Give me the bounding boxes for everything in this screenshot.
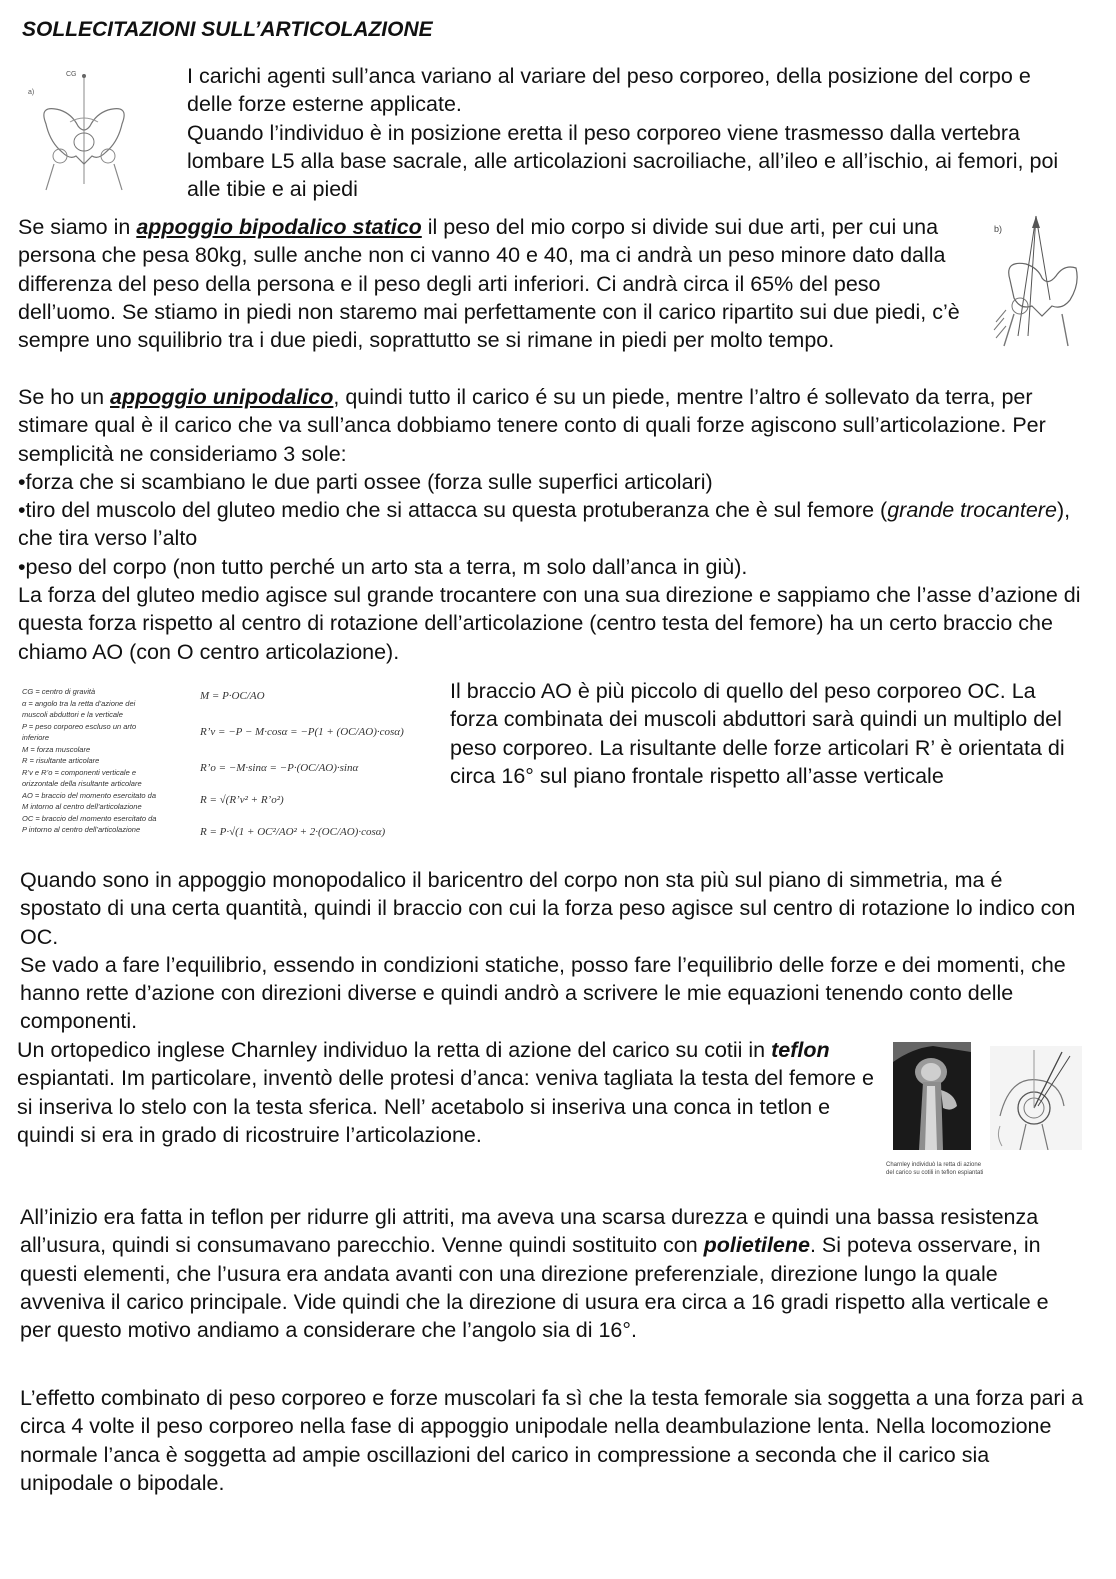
legend-line: AO = braccio del momento esercitato da bbox=[22, 790, 157, 800]
legend-line: orizzontale della risultante articolare bbox=[22, 779, 142, 788]
hip-wear-diagram bbox=[990, 1046, 1082, 1150]
monopodal-text-2: Se vado a fare l’equilibrio, essendo in condizioni statiche, posso fare l’equilibrio delle forze e dei momenti, che hanno rette d’azione con direzioni diverse e quindi andrò a scrivere le mie equazioni tenendo conto delle componenti. bbox=[20, 952, 1066, 1034]
equation: R’o = −M·sinα = −P·(OC/AO)·sinα bbox=[200, 762, 359, 774]
equation: R’v = −P − M·cosα = −P(1 + (OC/AO)·cosα) bbox=[200, 726, 404, 738]
cg-label: CG bbox=[66, 71, 77, 78]
intro-paragraph bbox=[187, 62, 1077, 203]
unipodal-text-before: Se ho un bbox=[18, 385, 111, 409]
polietilene-term: polietilene bbox=[703, 1233, 810, 1258]
gluteus-text: La forza del gluteo medio agisce sul grande trocantere con una sua direzione e sappiamo che l’asse d’azione di questa forza rispetto al centro di rotazione dell’articolazione (centro testa del femore) ha un certo braccio che chiamo AO (con O centro articolazione). bbox=[18, 583, 1081, 664]
page-title: SOLLECITAZIONI SULL’ARTICOLAZIONE bbox=[22, 18, 433, 41]
unipodal-term: appoggio unipodalico bbox=[110, 385, 334, 409]
charnley-paragraph bbox=[17, 1036, 875, 1149]
intro-text-1: I carichi agenti sull’anca variano al variare del peso corporeo, della posizione del corpo e delle forze esterne applicate. bbox=[187, 64, 1031, 117]
bipodal-term: appoggio bipodalico statico bbox=[136, 215, 422, 239]
bipodal-paragraph bbox=[18, 213, 980, 354]
bullet-forza-superfici: •forza che si scambiano le due parti ossee (forza sulle superfici articolari) bbox=[18, 469, 713, 494]
grande-trocantere-term: grande trocantere bbox=[887, 498, 1057, 523]
combined-paragraph: L’effetto combinato di peso corporeo e forze muscolari fa sì che la testa femorale sia soggetta a una forza pari a circa 4 volte il peso corporeo nella fase di appoggio unipodale nella deambulazione lenta. Nella locomozione normale l’anca è soggetta ad ampie oscillazioni del carico in compressione a seconda che il carico sia unipodale o bipodale. bbox=[20, 1386, 1084, 1495]
pelvis-force-figure bbox=[990, 210, 1082, 350]
legend-line: M = forza muscolare bbox=[22, 744, 91, 754]
wear-paragraph bbox=[20, 1203, 1084, 1344]
wear-text-before: All’inizio era fatta in teflon per ridurre gli attriti, ma aveva una scarsa durezza e quindi una bassa resistenza all’usura, quindi si consumavano parecchio. Venne quindi sostituito con bbox=[20, 1205, 1039, 1258]
legend-line: α = angolo tra la retta d’azione dei bbox=[22, 698, 136, 708]
bipodal-text-before: Se siamo in bbox=[18, 215, 137, 239]
xray-figure bbox=[893, 1042, 971, 1150]
monopodal-paragraph bbox=[20, 866, 1084, 1036]
equation: R = P·√(1 + OC²/AO² + 2·(OC/AO)·cosα) bbox=[200, 826, 386, 838]
intro-text-2: Quando l’individuo è in posizione eretta il peso corporeo viene trasmesso dalla vertebra lombare L5 alla base sacrale, alle articolazioni sacroiliache, all’ileo e all’ischio, ai femori, poi alle tibie e ai piedi bbox=[187, 120, 1059, 202]
legend-line: CG = centro di gravità bbox=[22, 687, 96, 696]
charnley-figure-caption: Charnley individuò la retta di azione del carico su cotili in teflon espiantati bbox=[886, 1162, 984, 1176]
legend-line: inferiore bbox=[22, 733, 50, 742]
figure-a-label: a) bbox=[28, 89, 35, 96]
legend-line: M intorno al centro dell’articolazione bbox=[22, 802, 142, 811]
bipodal-text-after: il peso del mio corpo si divide sui due arti, per cui una persona che pesa 80kg, sulle anche non ci vanno 40 e 40, ma ci andrà un peso minore dato dalla differenza del peso della persona e il peso degli arti inferiori. Ci andrà circa il 65% del peso dell’uomo. Se stiamo in piedi non staremo mai perfettamente con il carico ripartito sui due piedi, c’è sempre uno squilibrio tra i due piedi, soprattutto se si rimane in piedi per molto tempo. bbox=[18, 215, 960, 353]
arm-paragraph: Il braccio AO è più piccolo di quello del peso corporeo OC. La forza combinata dei muscoli abduttori sarà quindi un multiplo del peso corporeo. La risultante delle forze articolari R’ è orientata di circa 16° sul piano frontale rispetto all’asse verticale bbox=[450, 679, 1065, 788]
charnley-text-before: Un ortopedico inglese Charnley individuo la retta di azione del carico su cotii in bbox=[17, 1038, 772, 1062]
pelvis-figure bbox=[26, 64, 148, 192]
unipodal-paragraph bbox=[18, 383, 1086, 666]
legend-line: P = peso corporeo escluso un arto bbox=[22, 721, 137, 731]
bullet2-after: ), che tira verso l’alto bbox=[18, 498, 1071, 551]
legend-line: OC = braccio del momento esercitato da bbox=[22, 813, 157, 823]
figure-b-label: b) bbox=[994, 224, 1003, 234]
monopodal-text-1: Quando sono in appoggio monopodalico il baricentro del corpo non sta più sul piano di simmetria, ma é spostato di una certa quantità, quindi il braccio con cui la forza peso agisce sul centro di rotazione lo indico con OC. bbox=[20, 868, 1076, 949]
formula-legend bbox=[22, 686, 198, 836]
bullet2-before: •tiro del muscolo del gluteo medio che si attacca su questa protuberanza che è sul femore ( bbox=[18, 498, 888, 523]
bullet-peso-corpo: •peso del corpo (non tutto perché un arto sta a terra, m solo dall’anca in giù). bbox=[18, 554, 748, 579]
charnley-text-after: espiantati. Im particolare, inventò delle protesi d’anca: veniva tagliata la testa del femore e si inseriva lo stelo con la testa sferica. Nell’ acetabolo si inseriva una conca in tetlon e quindi si era in grado di ricostruire l’articolazione. bbox=[17, 1066, 874, 1147]
equation: R = √(R’v² + R’o²) bbox=[200, 794, 284, 806]
legend-line: R’v e R’o = componenti verticale e bbox=[22, 767, 137, 777]
bullet-gluteo bbox=[18, 496, 1086, 553]
legend-line: R = risultante articolare bbox=[22, 756, 100, 765]
unipodal-text-after: , quindi tutto il carico é su un piede, mentre l’altro é sollevato da terra, per stimare qual è il carico che va sull’anca dobbiamo tenere conto di quali forze agiscono sull’articolazione. Per semplicità ne consideriamo 3 sole: bbox=[18, 385, 1046, 466]
legend-line: P intorno al centro dell’articolazione bbox=[22, 825, 141, 834]
legend-line: muscoli abduttori e la verticale bbox=[22, 710, 123, 719]
teflon-term: teflon bbox=[771, 1038, 830, 1062]
wear-text-after: . Si poteva osservare, in questi elementi, che l’usura era andata avanti con una direzione preferenziale, direzione lungo la quale avveniva il carico principale. Vide quindi che la direzione di usura era circa a 16 gradi rispetto alla verticale e per questo motivo andiamo a considerare che l’angolo sia di 16°. bbox=[20, 1233, 1049, 1343]
equation: M = P·OC/AO bbox=[200, 690, 265, 702]
